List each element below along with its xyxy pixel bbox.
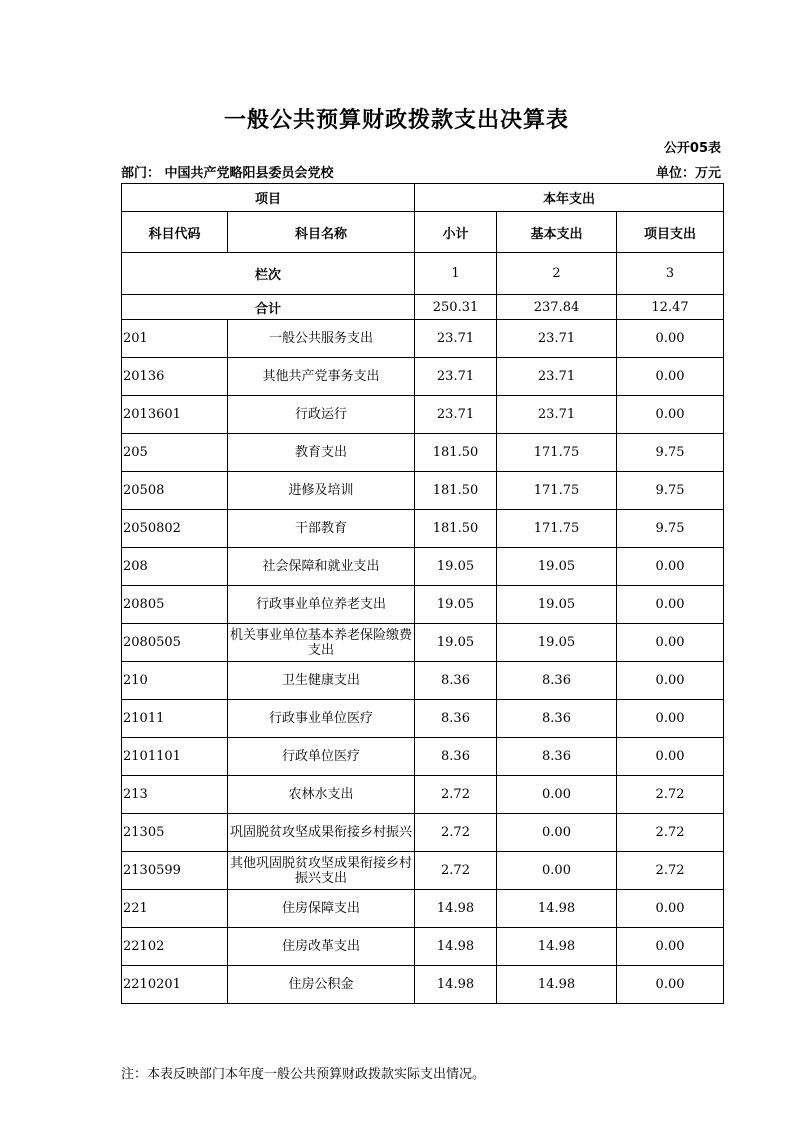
row-subtotal: 2.72 (415, 776, 497, 814)
table-row (122, 434, 724, 472)
column-number-3: 3 (617, 253, 724, 295)
table-row (122, 548, 724, 586)
table-row (122, 358, 724, 396)
row-project: 0.00 (617, 320, 724, 358)
footnote: 注：本表反映部门本年度一般公共预算财政拨款实际支出情况。 (121, 1067, 486, 1082)
table-row (122, 662, 724, 700)
row-basic: 171.75 (497, 472, 617, 510)
row-code: 208 (122, 548, 228, 586)
column-number-1: 1 (415, 253, 497, 295)
row-project: 0.00 (617, 586, 724, 624)
table-row (122, 814, 724, 852)
row-basic: 14.98 (497, 966, 617, 1004)
row-code: 2210201 (122, 966, 228, 1004)
table-row (122, 472, 724, 510)
row-subtotal: 23.71 (415, 320, 497, 358)
row-name: 卫生健康支出 (228, 662, 415, 700)
table-row (122, 586, 724, 624)
total-project: 12.47 (617, 295, 724, 320)
header-name: 科目名称 (228, 212, 415, 253)
row-project: 0.00 (617, 738, 724, 776)
row-subtotal: 181.50 (415, 510, 497, 548)
table-row (122, 852, 724, 890)
table-row (122, 738, 724, 776)
row-project: 2.72 (617, 852, 724, 890)
row-code: 20805 (122, 586, 228, 624)
row-code: 2130599 (122, 852, 228, 890)
row-subtotal: 181.50 (415, 434, 497, 472)
total-subtotal: 250.31 (415, 295, 497, 320)
row-subtotal: 19.05 (415, 624, 497, 662)
row-name: 社会保障和就业支出 (228, 548, 415, 586)
total-basic: 237.84 (497, 295, 617, 320)
row-subtotal: 14.98 (415, 928, 497, 966)
row-basic: 19.05 (497, 586, 617, 624)
header-current-year: 本年支出 (415, 184, 724, 212)
row-name: 行政事业单位养老支出 (228, 586, 415, 624)
row-code: 21305 (122, 814, 228, 852)
table-row (122, 320, 724, 358)
row-project: 9.75 (617, 472, 724, 510)
row-code: 2080505 (122, 624, 228, 662)
row-basic: 14.98 (497, 890, 617, 928)
row-project: 9.75 (617, 510, 724, 548)
row-subtotal: 2.72 (415, 814, 497, 852)
row-name: 农林水支出 (228, 776, 415, 814)
row-code: 20136 (122, 358, 228, 396)
page-title: 一般公共预算财政拨款支出决算表 (223, 108, 569, 133)
header-basic: 基本支出 (497, 212, 617, 253)
table-row (122, 776, 724, 814)
row-subtotal: 8.36 (415, 738, 497, 776)
row-code: 221 (122, 890, 228, 928)
row-name: 行政运行 (228, 396, 415, 434)
row-name: 其他巩固脱贫攻坚成果衔接乡村振兴支出 (228, 852, 415, 890)
row-subtotal: 23.71 (415, 396, 497, 434)
row-code: 2050802 (122, 510, 228, 548)
row-name: 机关事业单位基本养老保险缴费支出 (228, 624, 415, 662)
row-project: 0.00 (617, 548, 724, 586)
row-basic: 0.00 (497, 814, 617, 852)
row-name: 进修及培训 (228, 472, 415, 510)
row-code: 2101101 (122, 738, 228, 776)
row-project: 0.00 (617, 358, 724, 396)
row-subtotal: 14.98 (415, 890, 497, 928)
row-subtotal: 2.72 (415, 852, 497, 890)
row-project: 0.00 (617, 966, 724, 1004)
row-project: 2.72 (617, 776, 724, 814)
row-project: 9.75 (617, 434, 724, 472)
unit-label: 单位：万元 (655, 166, 721, 181)
row-code: 20508 (122, 472, 228, 510)
row-basic: 23.71 (497, 320, 617, 358)
row-basic: 19.05 (497, 624, 617, 662)
row-project: 2.72 (617, 814, 724, 852)
row-code: 213 (122, 776, 228, 814)
row-basic: 171.75 (497, 434, 617, 472)
row-basic: 0.00 (497, 852, 617, 890)
row-basic: 19.05 (497, 548, 617, 586)
row-name: 干部教育 (228, 510, 415, 548)
row-subtotal: 19.05 (415, 548, 497, 586)
row-name: 巩固脱贫攻坚成果衔接乡村振兴 (228, 814, 415, 852)
row-name: 行政事业单位医疗 (228, 700, 415, 738)
row-subtotal: 181.50 (415, 472, 497, 510)
row-basic: 0.00 (497, 776, 617, 814)
table-row (122, 700, 724, 738)
row-code: 2013601 (122, 396, 228, 434)
row-project: 0.00 (617, 624, 724, 662)
header-subtotal: 小计 (415, 212, 497, 253)
header-column-order: 栏次 (122, 253, 415, 295)
row-project: 0.00 (617, 890, 724, 928)
row-project: 0.00 (617, 396, 724, 434)
row-basic: 171.75 (497, 510, 617, 548)
row-code: 210 (122, 662, 228, 700)
table-row (122, 510, 724, 548)
row-subtotal: 19.05 (415, 586, 497, 624)
column-number-2: 2 (497, 253, 617, 295)
table-row (122, 966, 724, 1004)
header-code: 科目代码 (122, 212, 228, 253)
row-code: 22102 (122, 928, 228, 966)
table-row (122, 624, 724, 662)
row-name: 教育支出 (228, 434, 415, 472)
row-name: 住房公积金 (228, 966, 415, 1004)
row-subtotal: 14.98 (415, 966, 497, 1004)
row-name: 其他共产党事务支出 (228, 358, 415, 396)
row-project: 0.00 (617, 700, 724, 738)
header-project-expenditure: 项目支出 (617, 212, 724, 253)
row-name: 一般公共服务支出 (228, 320, 415, 358)
row-name: 住房保障支出 (228, 890, 415, 928)
header-project: 项目 (122, 184, 415, 212)
row-basic: 14.98 (497, 928, 617, 966)
table-row (122, 890, 724, 928)
table-row (122, 396, 724, 434)
row-code: 21011 (122, 700, 228, 738)
row-name: 行政单位医疗 (228, 738, 415, 776)
row-basic: 8.36 (497, 738, 617, 776)
row-basic: 23.71 (497, 396, 617, 434)
total-label: 合计 (122, 295, 415, 320)
row-project: 0.00 (617, 662, 724, 700)
row-subtotal: 8.36 (415, 662, 497, 700)
row-name: 住房改革支出 (228, 928, 415, 966)
row-basic: 8.36 (497, 700, 617, 738)
row-basic: 23.71 (497, 358, 617, 396)
row-subtotal: 8.36 (415, 700, 497, 738)
expenditure-table (121, 183, 724, 1004)
row-subtotal: 23.71 (415, 358, 497, 396)
form-number: 公开05表 (663, 141, 721, 156)
row-code: 205 (122, 434, 228, 472)
row-project: 0.00 (617, 928, 724, 966)
row-code: 201 (122, 320, 228, 358)
row-basic: 8.36 (497, 662, 617, 700)
department-label: 部门： 中国共产党略阳县委员会党校 (121, 166, 334, 181)
table-row (122, 928, 724, 966)
